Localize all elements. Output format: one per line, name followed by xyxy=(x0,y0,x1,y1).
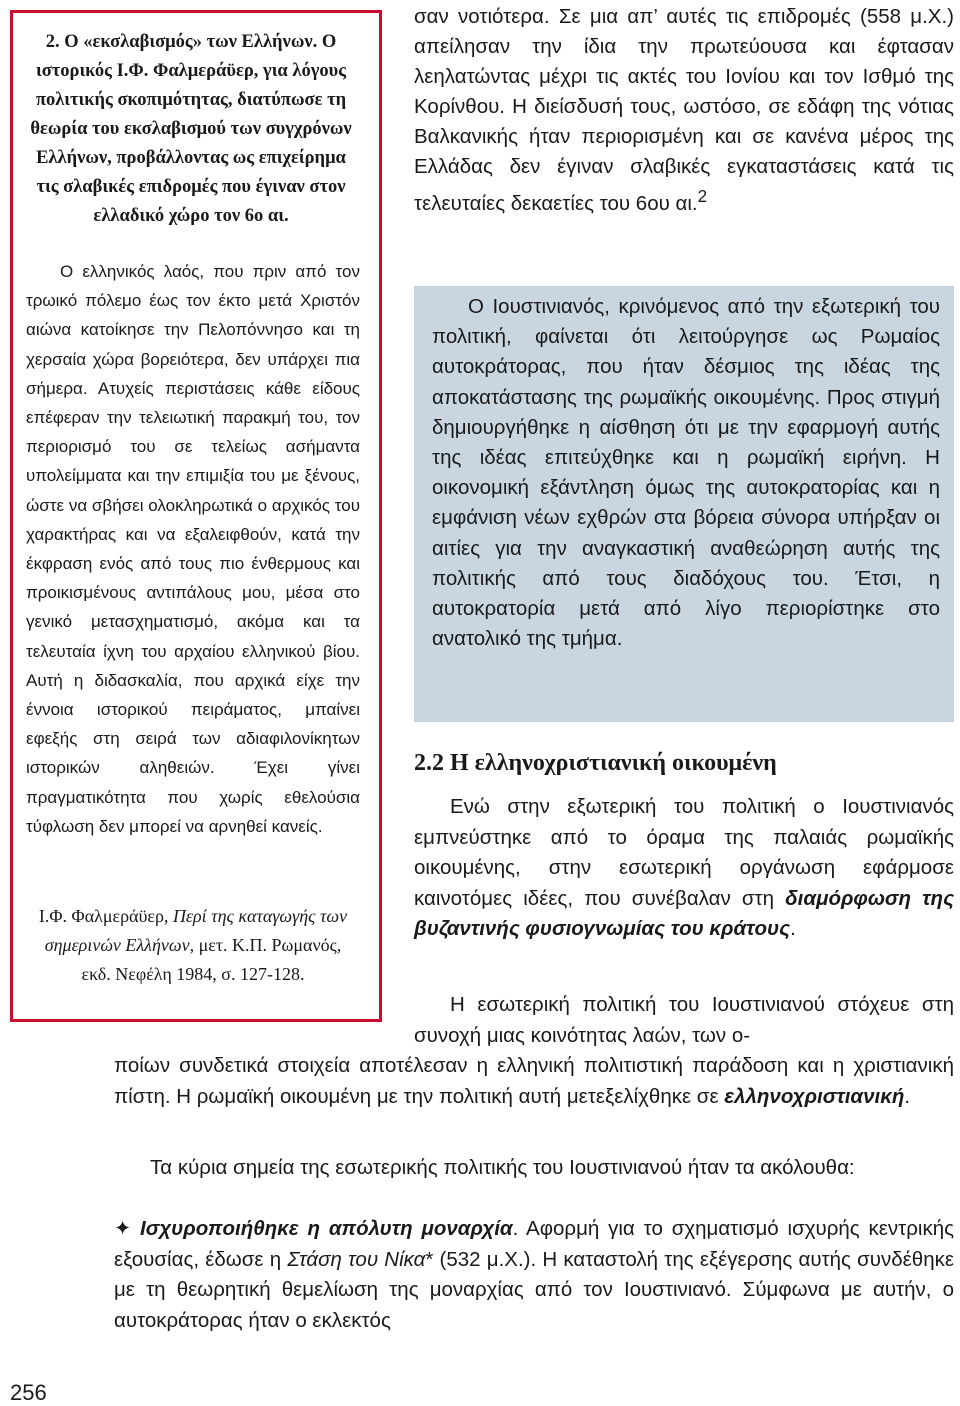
bullet-item-1 xyxy=(114,1214,954,1336)
highlight-text: Ο Ιουστινιανός, κρινόμενος από την εξωτερική του πολιτική, φαίνεται ότι λειτούργησε ως Ρωμαίος αυτοκράτορας, που ήταν δέσμιος της ιδέας της αποκατάστασης της ρωμαϊκής οικουμένης. Προς στιγμή δημιουργήθηκε η αίσθηση ότι με την εφαρμογή αυτής της ιδέας επιτεύχθηκε και η ρωμαϊκή ειρήνη. Η οικονομική εξάντληση όμως της αυτοκρατορίας και η εμφάνιση νέων εχθρών στα βόρεια σύνορα υπήρξαν οι αιτίες για την αναγκαστική αναθεώρηση αυτής της πολιτικής από τους διαδόχους του. Έτσι, η αυτοκρατορία μετά από λίγο περιορίστηκε στο ανατολικό της τμήμα. xyxy=(432,295,940,651)
bullet-1-text: . Αφορμή για το σχηματισμό ισχυρής κεντρικής εξουσίας, έδωσε η xyxy=(114,1217,954,1271)
paragraph-2-text: Ενώ στην εξωτερική του πολιτική ο Ιουστινιανός εμπνεύστηκε από το όραμα της παλαιάς ρωμαϊκής οικουμένης, στην εσωτερική οργάνωση εφάρμοσε καινοτόμες ιδέες, που συνέβαλαν στη xyxy=(414,795,954,910)
paragraph-2-emphasis: διαμόρφωση της βυζαντινής φυσιογνωμίας του κράτους xyxy=(414,886,954,940)
footnote-ref: 2 xyxy=(697,187,708,206)
paragraph-3-start: Η εσωτερική πολιτική του Ιουστινιανού στόχευε στη συνοχή μιας κοινότητας λαών, των ο- xyxy=(414,993,954,1047)
paragraph-2-end: . xyxy=(790,917,796,940)
paragraph-1-text: σαν νοτιότερα. Σε μια απ’ αυτές τις επιδρομές (558 μ.Χ.) απείλησαν την ίδια την πρωτεύουσα και έφτασαν λεηλατώντας μέχρι τις ακτές του Ιονίου και τον Ισθμό της Κορίνθου. Η διείσδυσή τους, ωστόσο, σε εδάφη της νότιας Βαλκανικής ήταν περιορισμένη και σε κανένα μέρος της Ελλάδας δεν έγιναν σλαβικές εγκαταστάσεις κατά τις τελευταίες δεκαετίες του 6ου αι. xyxy=(414,5,954,215)
bullet-1-term: Στάση του Νίκα xyxy=(287,1247,426,1271)
sidebox-source xyxy=(30,902,356,989)
paragraph-3-end: . xyxy=(904,1084,911,1108)
bullet-1-text-end: * (532 μ.Χ.). Η καταστολή της εξέγερσης αυτής συνδέθηκε με τη θεωρητική θεμελίωση της μοναρχίας από τον Ιουστινιανό. Σύμφωνα με αυτήν, ο αυτοκράτορας ήταν ο εκλεκτός xyxy=(114,1247,954,1332)
paragraph-3-text: ποίων συνδετικά στοιχεία αποτέλεσαν η ελληνική πολιτιστική παράδοση και η χριστιανική πίστη. Η ρωμαϊκή οικουμένη με την πολιτική αυτή μετεξελίχθηκε σε xyxy=(114,1054,954,1108)
paragraph-2 xyxy=(414,792,954,945)
paragraph-4: Τα κύρια σημεία της εσωτερικής πολιτικής του Ιουστινιανού ήταν τα ακόλουθα: xyxy=(150,1156,855,1179)
page-number: 256 xyxy=(10,1380,47,1405)
bullet-icon: ✦ xyxy=(114,1217,132,1240)
sidebox-quote: Ο ελληνικός λαός, που πριν από τον τρωικό πόλεμο έως τον έκτο μετά Χριστόν αιώνα κατοίκησε την Πελοπόννησο και τη χερσαία χώρα βορειότερα, δεν υπάρχει πια σήμερα. Ατυχείς περιστάσεις κάθε είδους επέφεραν την τελειωτική παρακμή του, τον περιορισμό του σε τελείως ασήμαντα υπολείμματα και την επιμιξία του με ξένους, ώστε να σβήσει ολοκληρωτικά ο αρχικός του χαρακτήρας και να εξαλειφθούν, κατά την έκφραση ενός από τους πιο ένθερμους και προικισμένους αντιπάλους μου, μέσα στο γενικό μετασχηματισμό, ακόμα και τα τελευταία ίχνη του αρχαίου ελληνικού βίου. Αυτή η διδασκαλία, που αρχικά είχε την έννοια ιστορικού πειράματος, μπαίνει εφεξής στη σειρά των αδιαφιλονίκητων ιστορικών αληθειών. Έχει γίνει πραγματικότητα που χωρίς εθελούσια τύφλωση δεν μπορεί να αρνηθεί κανείς. xyxy=(26,262,360,836)
paragraph-3-emphasis: ελληνοχριστιανική xyxy=(724,1084,905,1108)
bullet-1-title: Ισχυροποιήθηκε η απόλυτη μοναρχία xyxy=(140,1217,513,1240)
paragraph-3-continued xyxy=(114,1051,954,1112)
source-author: Ι.Φ. Φαλμεράϋερ, xyxy=(38,906,173,926)
paragraph-1 xyxy=(414,2,954,219)
sidebox-title: 2. Ο «εκσλαβισμός» των Ελλήνων. Ο ιστορικός Ι.Φ. Φαλμεράϋερ, για λόγους πολιτικής σκοπιμότητας, διατύπωσε τη θεωρία του εκσλαβισμού των συγχρόνων Ελλήνων, προβάλλοντας ως επιχείρημα τις σλαβικές επιδρομές που έγιναν στον ελλαδικό χώρο τον 6ο αι. xyxy=(30,32,352,226)
source-rest: , μετ. Κ.Π. Ρωμανός, εκδ. Νεφέλη 1984, σ. 127-128. xyxy=(81,935,342,984)
source-title: Περί της καταγωγής των σημερινών Ελλήνων xyxy=(44,906,348,955)
section-heading: 2.2 Η ελληνοχριστιανική οικουμένη xyxy=(414,750,777,776)
